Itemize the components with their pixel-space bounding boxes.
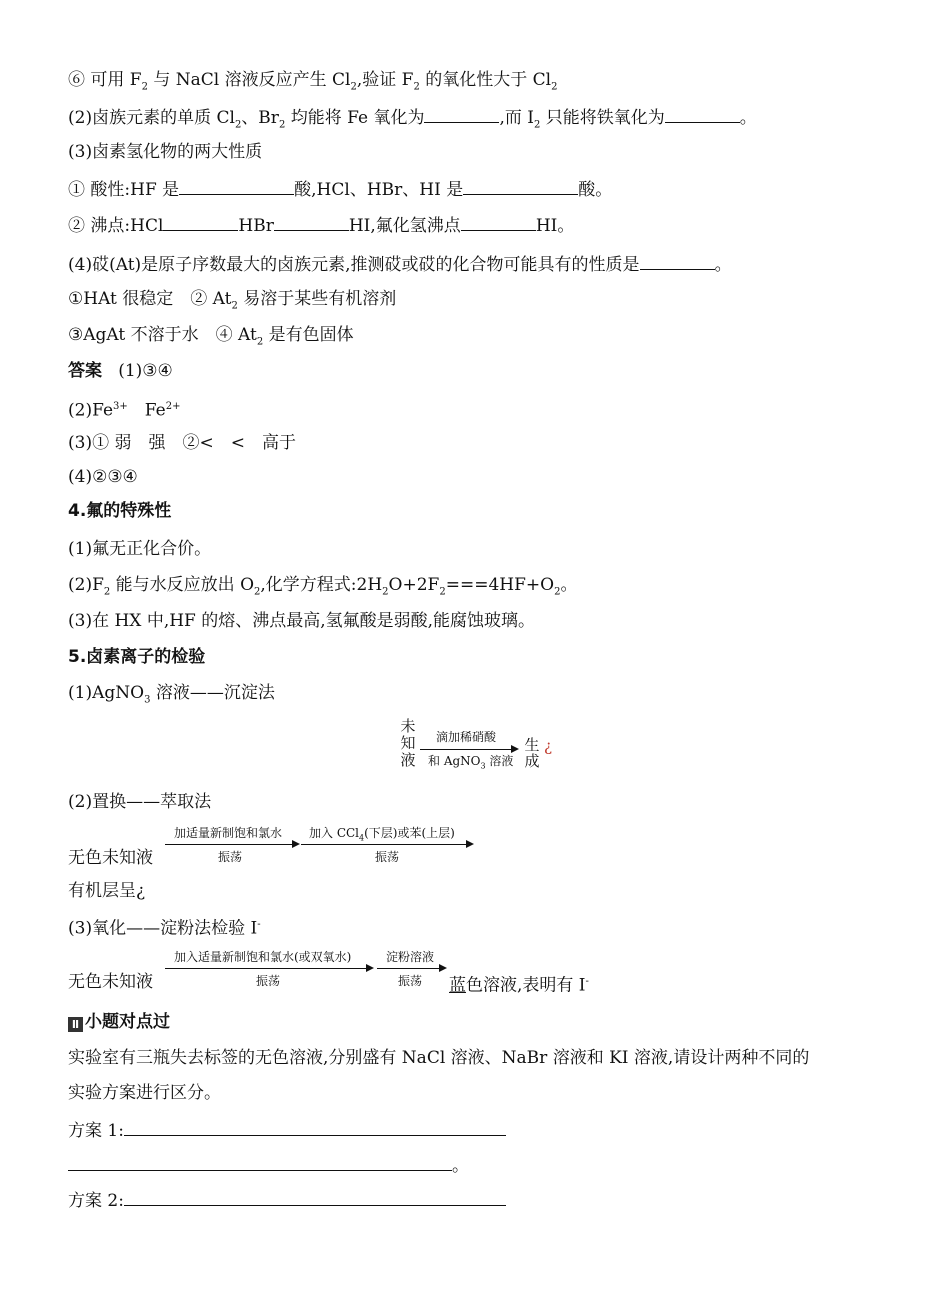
answer-label: 答案	[68, 361, 102, 381]
text-segment: (1)AgNO	[68, 683, 145, 703]
reaction-arrow	[165, 968, 367, 969]
arrow-head-icon	[439, 964, 447, 972]
section-marker-icon: Ⅱ	[68, 1017, 83, 1032]
diagram-3-end	[449, 970, 589, 998]
text-segment: ①HAt 很稳定 ② At	[68, 289, 232, 309]
reaction-arrow	[420, 749, 512, 750]
text-segment: 的氧化性大于 Cl	[419, 70, 552, 90]
question-3-boiling-point	[68, 212, 574, 238]
answer-3: (3)① 弱 强 ②< < 高于	[68, 433, 296, 453]
answer-1: (1)③④	[118, 361, 173, 381]
answer-blank[interactable]	[124, 1187, 506, 1206]
diagram-text: ¿	[543, 737, 553, 755]
arrow-condition-top: 加适量新制饱和氯水	[174, 826, 283, 840]
circled-number: ⑥	[68, 70, 85, 90]
section-heading	[68, 1010, 170, 1034]
text-segment: ,验证 F	[356, 70, 414, 90]
fluorine-point-2	[68, 573, 577, 604]
subscript: 2	[141, 81, 148, 93]
reaction-arrow	[301, 844, 467, 845]
subscript: 2	[382, 586, 389, 598]
plan-label: 方案 2:	[68, 1191, 124, 1211]
fluorine-point-3: (3)在 HX 中,HF 的熔、沸点最高,氢氟酸是弱酸,能腐蚀玻璃。	[68, 611, 536, 631]
text-segment: 均能将 Fe 氧化为	[285, 108, 425, 128]
text-segment: 溶液	[485, 754, 514, 768]
text-segment: O+2F	[388, 575, 440, 595]
text-segment: 只能将铁氧化为	[540, 108, 665, 128]
diagram-text: 未	[400, 717, 416, 735]
superscript: -	[585, 976, 589, 987]
text-segment: 易溶于某些有机溶剂	[237, 289, 397, 309]
subscript: 2	[234, 119, 242, 131]
text-segment: 色溶液,表明有 I	[466, 975, 586, 996]
problem-text-1: 实验室有三瓶失去标签的无色溶液,分别盛有 NaCl 溶液、NaBr 溶液和 KI 溶液,请设计两种不同的	[68, 1048, 810, 1068]
subscript: 2	[256, 336, 264, 348]
text-segment: 能与水反应放出 O	[110, 575, 255, 595]
answer-blank[interactable]	[424, 104, 499, 123]
diagram-text: 成	[524, 752, 540, 770]
text-segment: 可用 F	[85, 70, 142, 90]
method-1	[68, 681, 275, 712]
text-segment: ,化学方程式:2H	[260, 575, 383, 595]
subscript: 2	[439, 586, 446, 598]
subscript: 2	[278, 119, 286, 131]
text-segment: 是有色固体	[263, 325, 354, 345]
arrow-head-icon	[366, 964, 374, 972]
text-segment: 和 AgNO	[428, 754, 481, 768]
answer-blank[interactable]	[179, 176, 294, 195]
method-2: (2)置换——萃取法	[68, 792, 212, 812]
arrow-condition-top: 淀粉溶液	[386, 950, 435, 964]
arrow-condition-top	[309, 826, 455, 845]
superscript: -	[257, 919, 261, 930]
question-2	[68, 104, 757, 137]
subscript: 4	[359, 833, 365, 843]
arrow-condition-top: 加入适量新制饱和氯水(或双氧水)	[174, 950, 352, 964]
fluorine-point-1: (1)氟无正化合价。	[68, 539, 212, 559]
text-segment: ② 沸点:HCl	[68, 216, 164, 236]
subscript: 2	[533, 119, 541, 131]
text-segment: 。	[452, 1156, 469, 1176]
heading-5: 5.卤素离子的检验	[68, 647, 206, 667]
text-segment: Fe	[127, 400, 166, 421]
subscript: 2	[103, 586, 111, 598]
answer-line-1	[68, 359, 173, 383]
text-segment: 。	[739, 108, 757, 128]
text-segment: 酸。	[578, 180, 613, 200]
plan-1-continued	[68, 1152, 469, 1178]
answer-blank[interactable]	[463, 176, 578, 195]
answer-blank[interactable]	[665, 104, 740, 123]
diagram-2-start: 无色未知液	[68, 848, 153, 868]
answer-blank[interactable]	[274, 212, 349, 231]
subscript: 3	[480, 761, 486, 771]
method-3	[68, 913, 261, 941]
answer-4: (4)②③④	[68, 467, 138, 487]
text-segment: ③AgAt 不溶于水 ④ At	[68, 325, 257, 345]
text-segment: 溶液——沉淀法	[150, 683, 275, 703]
text-segment: HI。	[535, 216, 575, 236]
question-3-acidity	[68, 176, 612, 202]
precipitation-diagram	[398, 716, 568, 772]
text-segment: 酸,HCl、HBr、HI 是	[294, 180, 464, 200]
superscript: 2+	[165, 401, 181, 412]
text-segment: 。	[714, 255, 732, 275]
arrow-condition-bottom: 振荡	[218, 850, 243, 864]
subscript: 2	[413, 81, 420, 93]
answer-blank[interactable]	[68, 1152, 452, 1171]
text-segment: (下层)或苯(上层)	[364, 826, 455, 840]
answer-blank[interactable]	[461, 212, 536, 231]
text-segment: (4)砹(At)是原子序数最大的卤族元素,推测砹或砹的化合物可能具有的性质是	[68, 255, 640, 275]
answer-blank[interactable]	[640, 251, 715, 270]
diagram-3-start: 无色未知液	[68, 972, 153, 992]
answer-blank[interactable]	[124, 1117, 506, 1136]
question-3: (3)卤素氢化物的两大性质	[68, 142, 263, 162]
arrow-head-icon	[292, 840, 300, 848]
section-title: 小题对点过	[85, 1012, 170, 1032]
question-4	[68, 251, 732, 277]
text-segment: 、Br	[241, 108, 279, 128]
heading-4: 4.氟的特殊性	[68, 501, 172, 521]
answer-blank[interactable]	[163, 212, 238, 231]
arrow-condition-bottom: 振荡	[398, 974, 423, 988]
diagram-text: 液	[400, 751, 416, 769]
subscript: 2	[551, 81, 558, 93]
subscript: 2	[254, 586, 261, 598]
text-segment: ① 酸性:HF 是	[68, 180, 180, 200]
answer-2	[68, 395, 180, 423]
diagram-text: 生	[524, 736, 540, 754]
text-segment: (2)Fe	[68, 400, 114, 421]
plan-2	[68, 1187, 506, 1213]
diagram-text: 知	[400, 734, 416, 752]
problem-text-2: 实验方案进行区分。	[68, 1083, 221, 1103]
text-segment: (3)氧化——淀粉法检验 I	[68, 918, 258, 939]
text-segment: ===4HF+O	[445, 575, 555, 595]
arrow-head-icon	[466, 840, 474, 848]
text-segment: HBr	[238, 216, 274, 236]
text-segment: 与 NaCl 溶液反应产生 Cl	[147, 70, 351, 90]
reaction-arrow	[377, 968, 440, 969]
subscript: 3	[144, 694, 151, 706]
arrow-condition-top: 滴加稀硝酸	[436, 730, 497, 744]
diagram-2-end: 有机层呈¿	[68, 881, 146, 901]
text-segment: 。	[560, 575, 578, 595]
text-segment: (2)F	[68, 575, 104, 595]
text-segment: 蓝	[449, 975, 466, 996]
statement-6	[68, 68, 558, 99]
arrow-condition-bottom: 振荡	[375, 850, 400, 864]
text-segment: 加入 CCl	[309, 826, 360, 840]
plan-1	[68, 1117, 506, 1143]
arrow-condition-bottom: 振荡	[256, 974, 281, 988]
options-1-2	[68, 287, 396, 318]
plan-label: 方案 1:	[68, 1121, 124, 1141]
subscript: 2	[350, 81, 357, 93]
reaction-arrow	[165, 844, 293, 845]
subscript: 2	[231, 300, 238, 312]
subscript: 2	[554, 586, 561, 598]
text-segment: HI,氟化氢沸点	[348, 216, 461, 236]
text-segment: (2)卤族元素的单质 Cl	[68, 108, 235, 128]
arrow-condition-bottom	[428, 754, 513, 773]
options-3-4	[68, 323, 354, 354]
text-segment: ,而 I	[499, 108, 534, 128]
arrow-head-icon	[511, 745, 519, 753]
superscript: 3+	[113, 401, 128, 412]
